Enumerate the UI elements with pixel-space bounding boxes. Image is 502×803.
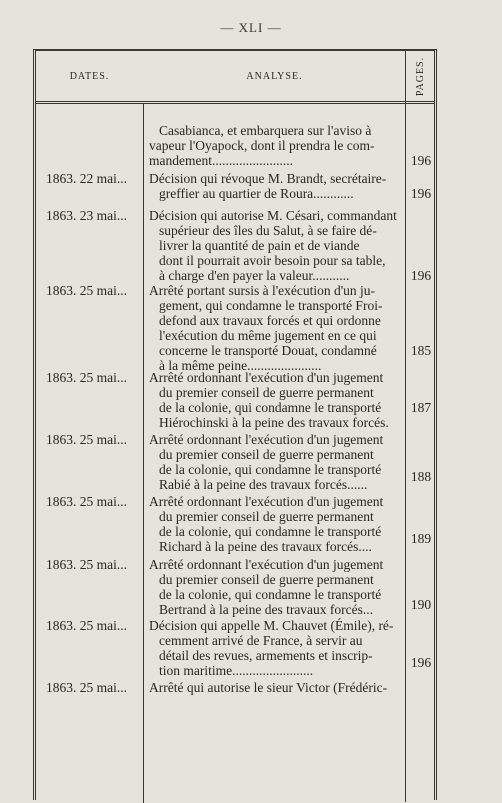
entry-analysis: Arrêté portant sursis à l'exécution d'un ju- gement, qui condamne le transporté Froi- defond aux travaux forcés et qui ordonne l'exécution du même jugement en ce qui concerne le transporté Douat, condamné à la même peine...................... — [149, 283, 383, 373]
entry-analysis: Arrêté ordonnant l'exécution d'un jugement du premier conseil de guerre permanent de la colonie, qui condamne le transporté Bertrand à la peine des travaux forcés... — [149, 557, 384, 617]
entry-page: 190 — [410, 597, 432, 612]
entry-date: 1863. 25 mai... — [46, 283, 127, 298]
entry-page: 189 — [410, 531, 432, 546]
entry-page: 196 — [410, 268, 432, 283]
entry-analysis: Arrêté ordonnant l'exécution d'un jugement du premier conseil de guerre permanent de la colonie, qui condamne le transporté Hiérochinski à la peine des travaux forcés. — [149, 370, 389, 430]
entry-date: 1863. 25 mai... — [46, 432, 127, 447]
entry-date: 1863. 25 mai... — [46, 680, 127, 695]
entry-page: 185 — [410, 343, 432, 358]
header-dates: DATES. — [69, 71, 110, 82]
entry-date: 1863. 25 mai... — [46, 557, 127, 572]
entry-page: 196 — [410, 655, 432, 670]
entry-date: 1863. 22 mai... — [46, 171, 127, 186]
entry-date: 1863. 25 mai... — [46, 370, 127, 385]
entry-page: 196 — [410, 153, 432, 168]
entry-page: 187 — [410, 400, 432, 415]
entry-date: 1863. 25 mai... — [46, 618, 127, 633]
page-number: — XLI — — [220, 20, 282, 35]
register-table — [33, 49, 437, 800]
entry-analysis: Arrêté qui autorise le sieur Victor (Frédéric- — [149, 680, 388, 695]
entry-analysis: Décision qui appelle M. Chauvet (Émile), ré- cemment arrivé de France, à servir au détail des revues, armements et inscrip- tion maritime........................ — [149, 618, 394, 678]
header-pages: PAGES. — [415, 56, 427, 96]
entry-analysis: Arrêté ordonnant l'exécution d'un jugement du premier conseil de guerre permanent de la colonie, qui condamne le transporté Richard à la peine des travaux forcés.... — [149, 494, 384, 554]
column-divider-pages — [405, 51, 406, 802]
entry-page: 196 — [410, 186, 432, 201]
header-analyse: ANALYSE. — [246, 71, 303, 82]
table-header — [36, 51, 434, 104]
entry-analysis: Arrêté ordonnant l'exécution d'un jugement du premier conseil de guerre permanent de la colonie, qui condamne le transporté Rabié à la peine des travaux forcés...... — [149, 432, 384, 492]
entry-date: 1863. 23 mai... — [46, 208, 127, 223]
entry-analysis: Décision qui révoque M. Brandt, secrétaire- greffier au quartier de Roura............ — [149, 171, 387, 201]
entry-page: 188 — [410, 469, 432, 484]
entry-analysis: Décision qui autorise M. Césari, commandant supérieur des îles du Salut, à se faire dé- livrer la quantité de pain et de viande dont il pourrait avoir besoin pour sa table, à charge d'en payer la valeur........... — [149, 208, 397, 283]
entry-date: 1863. 25 mai... — [46, 494, 127, 509]
column-divider-dates — [143, 103, 144, 803]
entry-analysis: Casabianca, et embarquera sur l'aviso à vapeur l'Oyapock, dont il prendra le com- mandement........................ — [149, 123, 375, 168]
